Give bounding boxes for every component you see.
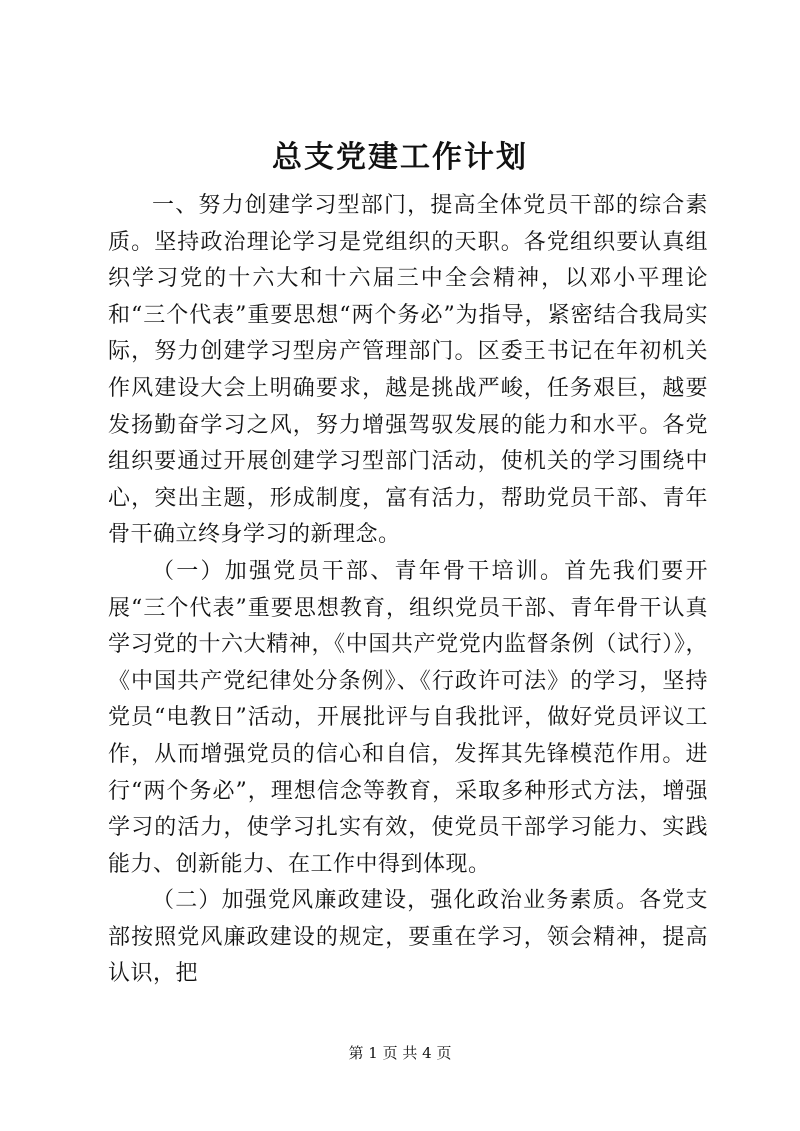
paragraph-section-one: 一、努力创建学习型部门，提高全体党员干部的综合素质。坚持政治理论学习是党组织的天职。各党组织要认真组织学习党的十六大和十六届三中全会精神，以邓小平理论和“三个代表”重要思想“两个务必”为指导，紧密结合我局实际，努力创建学习型房产管理部门。区委王书记在年初机关作风建设大会上明确要求，越是挑战严峻，任务艰巨，越要发扬勤奋学习之风，努力增强驾驭发展的能力和水平。各党组织要通过开展创建学习型部门活动，使机关的学习围绕中心，突出主题，形成制度，富有活力，帮助党员干部、青年骨干确立终身学习的新理念。 <box>108 193 708 548</box>
document-body <box>108 188 708 993</box>
paragraph-item-one: （一）加强党员干部、青年骨干培训。首先我们要开展“三个代表”重要思想教育，组织党员干部、青年骨干认真学习党的十六大精神，《中国共产党党内监督条例（试行）》，《中国共产党纪律处分条例》、《行政许可法》的学习，坚持党员“电教日”活动，开展批评与自我批评，做好党员评议工作，从而增强党员的信心和自信，发挥其先锋模范作用。进行“两个务必”，理想信念等教育，采取多种形式方法，增强学习的活力，使学习扎实有效，使党员干部学习能力、实践能力、创新能力、在工作中得到体现。 <box>108 558 708 877</box>
page-footer: 第 1 页 共 4 页 <box>348 1044 452 1062</box>
document-title: 总支党建工作计划 <box>272 140 528 175</box>
paragraph-item-two: （二）加强党风廉政建设，强化政治业务素质。各党支部按照党风廉政建设的规定，要重在学习，领会精神，提高认识，把 <box>108 888 708 987</box>
